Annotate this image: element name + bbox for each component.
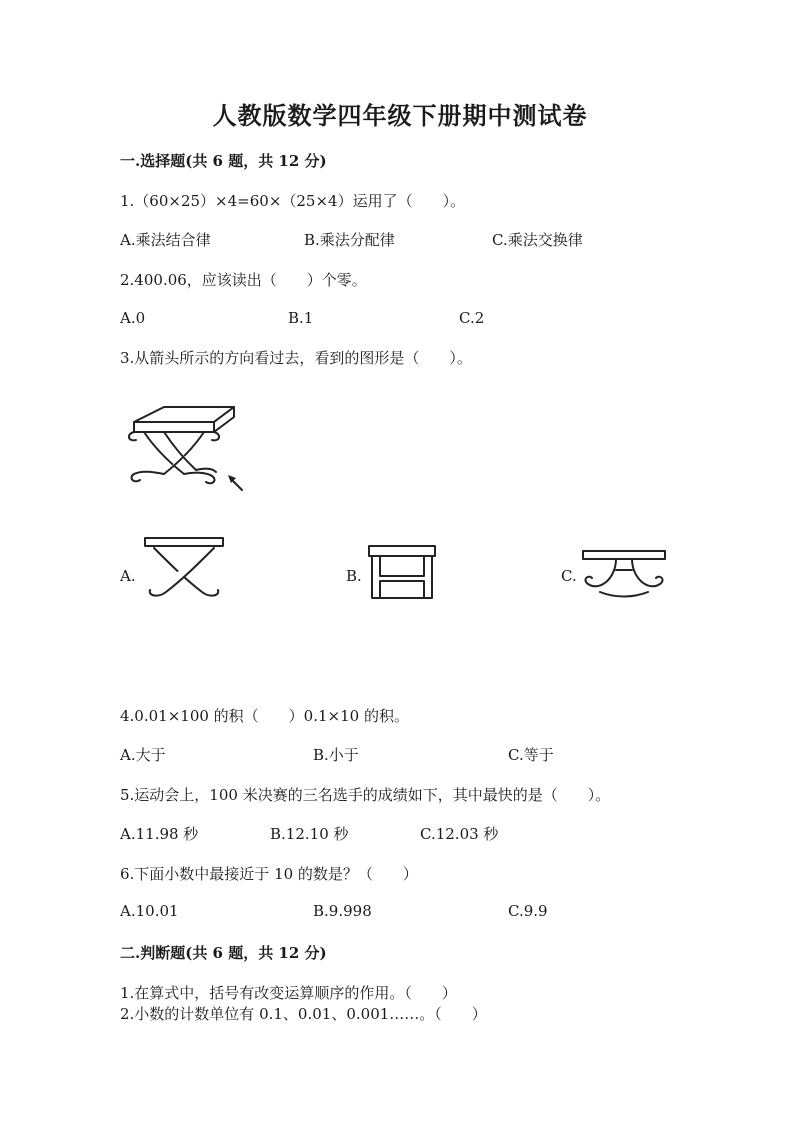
question-3-option-a: A.	[120, 567, 136, 585]
question-5-option-c: C.12.03 秒	[420, 825, 499, 843]
judge-question-2-text: 2.小数的计数单位有 0.1、0.01、0.001……。（ ）	[120, 1005, 487, 1023]
section-2-heading: 二.判断题(共 6 题，共 12 分)	[120, 944, 327, 962]
question-5-text: 5.运动会上，100 米决赛的三名选手的成绩如下，其中最快的是（ ）。	[120, 786, 611, 804]
question-4-option-c: C.等于	[508, 746, 554, 764]
question-2-option-c: C.2	[459, 309, 485, 327]
question-4-option-b: B.小于	[313, 746, 359, 764]
question-4-option-a: A.大于	[120, 746, 166, 764]
question-2-option-a: A.0	[120, 309, 146, 327]
question-6-text: 6.下面小数中最接近于 10 的数是？（ ）	[120, 865, 418, 883]
question-6-option-c: C.9.9	[508, 902, 548, 920]
question-5-option-a: A.11.98 秒	[120, 825, 199, 843]
question-6-option-a: A.10.01	[120, 902, 179, 920]
question-4-text: 4.0.01×100 的积（ ）0.1×10 的积。	[120, 707, 409, 725]
section-1-heading: 一.选择题(共 6 题，共 12 分)	[120, 152, 327, 170]
view-figure-a	[140, 534, 230, 604]
question-2-option-b: B.1	[288, 309, 314, 327]
question-3-option-b: B.	[346, 567, 362, 585]
view-figure-b	[366, 543, 440, 603]
question-1-text: 1.（60×25）×4=60×（25×4）运用了（ ）。	[120, 192, 466, 210]
question-3-text: 3.从箭头所示的方向看过去，看到的图形是（ ）。	[120, 349, 472, 367]
question-1-option-c: C.乘法交换律	[492, 231, 583, 249]
question-5-option-b: B.12.10 秒	[270, 825, 349, 843]
question-1-option-a: A.乘法结合律	[120, 231, 211, 249]
stool-figure	[124, 402, 248, 494]
question-1-option-b: B.乘法分配律	[304, 231, 395, 249]
question-2-text: 2.400.06，应该读出（ ）个零。	[120, 271, 367, 289]
question-6-option-b: B.9.998	[313, 902, 372, 920]
view-figure-c	[580, 548, 670, 604]
question-3-option-c: C.	[561, 567, 577, 585]
page-title: 人教版数学四年级下册期中测试卷	[212, 101, 588, 130]
judge-question-1-text: 1.在算式中，括号有改变运算顺序的作用。（ ）	[120, 984, 457, 1002]
